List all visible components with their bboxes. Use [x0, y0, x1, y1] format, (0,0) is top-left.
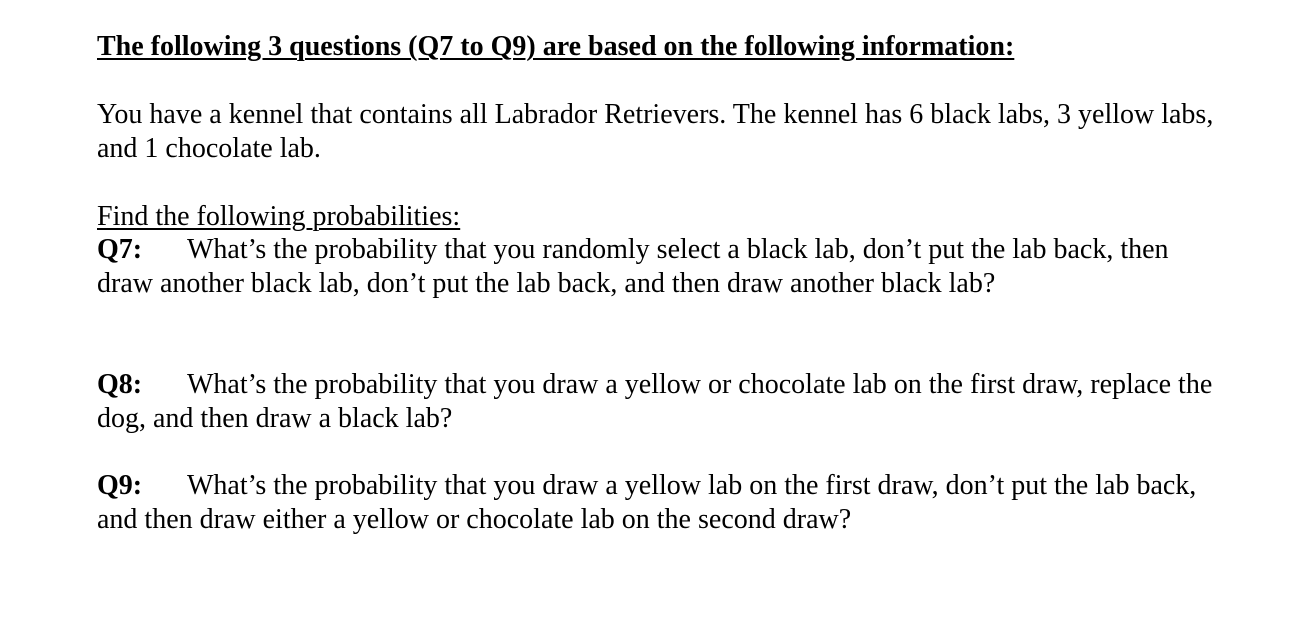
question-text: What’s the probability that you draw a yellow or chocolate lab on the first draw, replace the dog, and then draw a black lab?: [97, 369, 1213, 434]
question-q9: [97, 469, 1227, 537]
question-q7: [97, 233, 1227, 301]
question-number: Q8:: [97, 369, 143, 400]
probabilities-subheading: Find the following probabilities:: [97, 201, 461, 232]
intro-paragraph: You have a kennel that contains all Labrador Retrievers. The kennel has 6 black labs, 3 yellow labs, and 1 chocolate lab.: [97, 99, 1214, 164]
section-heading: The following 3 questions (Q7 to Q9) are based on the following information:: [97, 31, 1015, 62]
question-text: What’s the probability that you randomly select a black lab, don’t put the lab back, then draw another black lab, don’t put the lab back, and then draw another black lab?: [97, 234, 1169, 299]
question-q8: [97, 368, 1227, 436]
question-number: Q7:: [97, 234, 143, 265]
question-number: Q9:: [97, 470, 143, 501]
question-text: What’s the probability that you draw a yellow lab on the first draw, don’t put the lab back, and then draw either a yellow or chocolate lab on the second draw?: [97, 470, 1197, 535]
